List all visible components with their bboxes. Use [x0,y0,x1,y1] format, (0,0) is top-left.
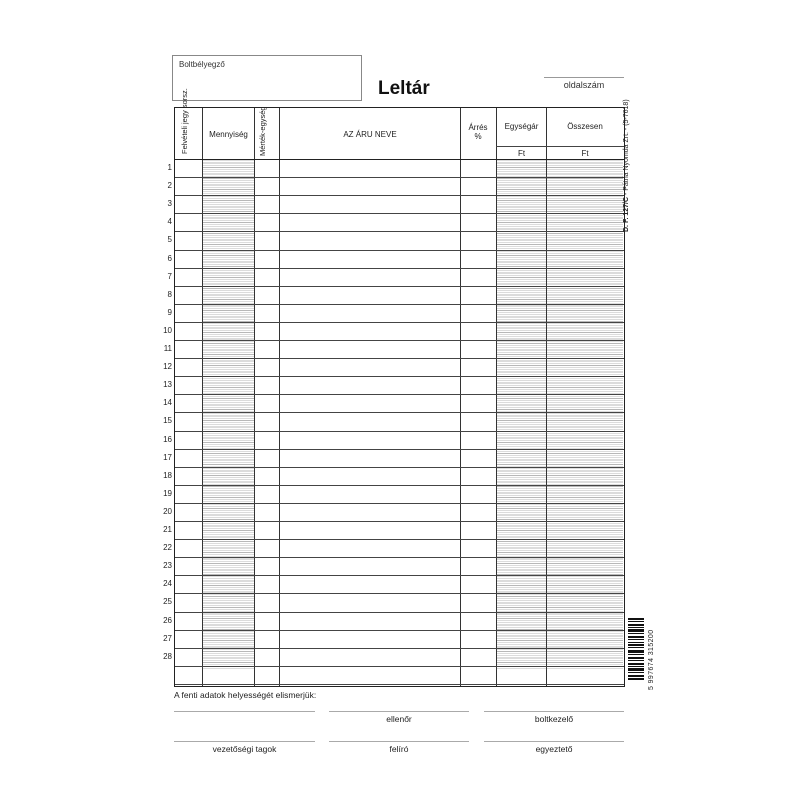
row-divider [175,358,624,359]
signature-line [329,711,469,712]
form-code-bold: D. F. 127/C [623,196,630,232]
signature-label-store-manager: boltkezelő [534,714,574,724]
row-number: 5 [167,235,172,245]
item-name-header: AZ ÁRU NEVE [343,130,397,139]
row-number: 26 [163,615,172,625]
form-title: Leltár [378,78,430,99]
row-divider [175,666,624,667]
row-divider [175,684,624,685]
row-number: 15 [163,416,172,426]
row-divider [175,304,624,305]
row-divider [175,376,624,377]
row-divider [175,213,624,214]
form-code [623,99,630,232]
row-divider [175,268,624,269]
row-number: 22 [163,543,172,553]
row-divider [175,394,624,395]
signature-line [484,741,624,742]
row-number: 4 [167,217,172,227]
currency-divider [496,146,624,147]
form-code-rest: - Pátria Nyomda Zrt. - (5-7618) [623,99,630,197]
row-divider [175,177,624,178]
quantity-header: Mennyiség [209,130,248,139]
row-divider [175,231,624,232]
unit-price-currency: Ft [517,149,526,158]
row-divider [175,593,624,594]
row-number: 25 [163,597,172,607]
row-number: 17 [163,452,172,462]
total-header: Összesen [567,122,603,131]
signature-line [329,741,469,742]
row-number: 10 [163,325,172,335]
barcode-icon [628,618,644,680]
row-divider [175,539,624,540]
store-stamp-box [172,55,362,101]
signature-label-management: vezetőségi tagok [212,744,277,754]
row-number: 20 [163,506,172,516]
row-divider [175,340,624,341]
row-divider [175,485,624,486]
row-number: 8 [167,289,172,299]
row-number: 2 [167,181,172,191]
row-number: 19 [163,488,172,498]
store-stamp-label: Boltbélyegző [179,60,225,69]
row-divider [175,467,624,468]
unit-price-header: Egységár [504,122,539,131]
row-number: 3 [167,199,172,209]
row-divider [175,250,624,251]
row-divider [175,449,624,450]
row-divider [175,575,624,576]
row-number: 16 [163,434,172,444]
row-number: 14 [163,398,172,408]
row-divider [175,630,624,631]
row-divider [175,557,624,558]
row-divider [175,322,624,323]
total-currency: Ft [581,149,589,158]
markup-header: Árrés % [468,123,488,141]
page-number-line [544,77,624,78]
barcode-number: 5 997674 315200 [648,629,655,690]
row-divider [175,648,624,649]
row-number: 27 [163,633,172,643]
row-number: 13 [163,380,172,390]
row-divider [175,431,624,432]
header-divider [175,159,624,160]
row-number: 28 [163,651,172,661]
row-divider [175,521,624,522]
signature-line [174,741,315,742]
row-divider [175,503,624,504]
row-number: 9 [167,307,172,317]
signature-line [174,711,315,712]
page-number-label: oldalszám [563,80,605,90]
signature-label-reconciler: egyeztető [535,744,573,754]
signature-line [484,711,624,712]
unit-header: Mérték-egység [258,106,267,156]
row-number: 6 [167,253,172,263]
row-divider [175,612,624,613]
confirmation-text: A fenti adatok helyességét elismerjük: [174,690,317,700]
row-number: 12 [163,362,172,372]
row-number: 21 [163,525,172,534]
signature-label-inspector: ellenőr [386,714,412,724]
row-number: 23 [163,561,172,571]
row-number: 18 [163,470,172,480]
receipt-no-header: Felvételi jegy sorsz. [180,88,189,154]
row-number: 24 [163,579,172,589]
row-divider [175,286,624,287]
row-number: 1 [167,163,172,172]
row-divider [175,195,624,196]
row-divider [175,412,624,413]
row-number: 11 [163,344,172,353]
row-number: 7 [167,271,172,281]
signature-label-recorder: felíró [389,744,409,754]
